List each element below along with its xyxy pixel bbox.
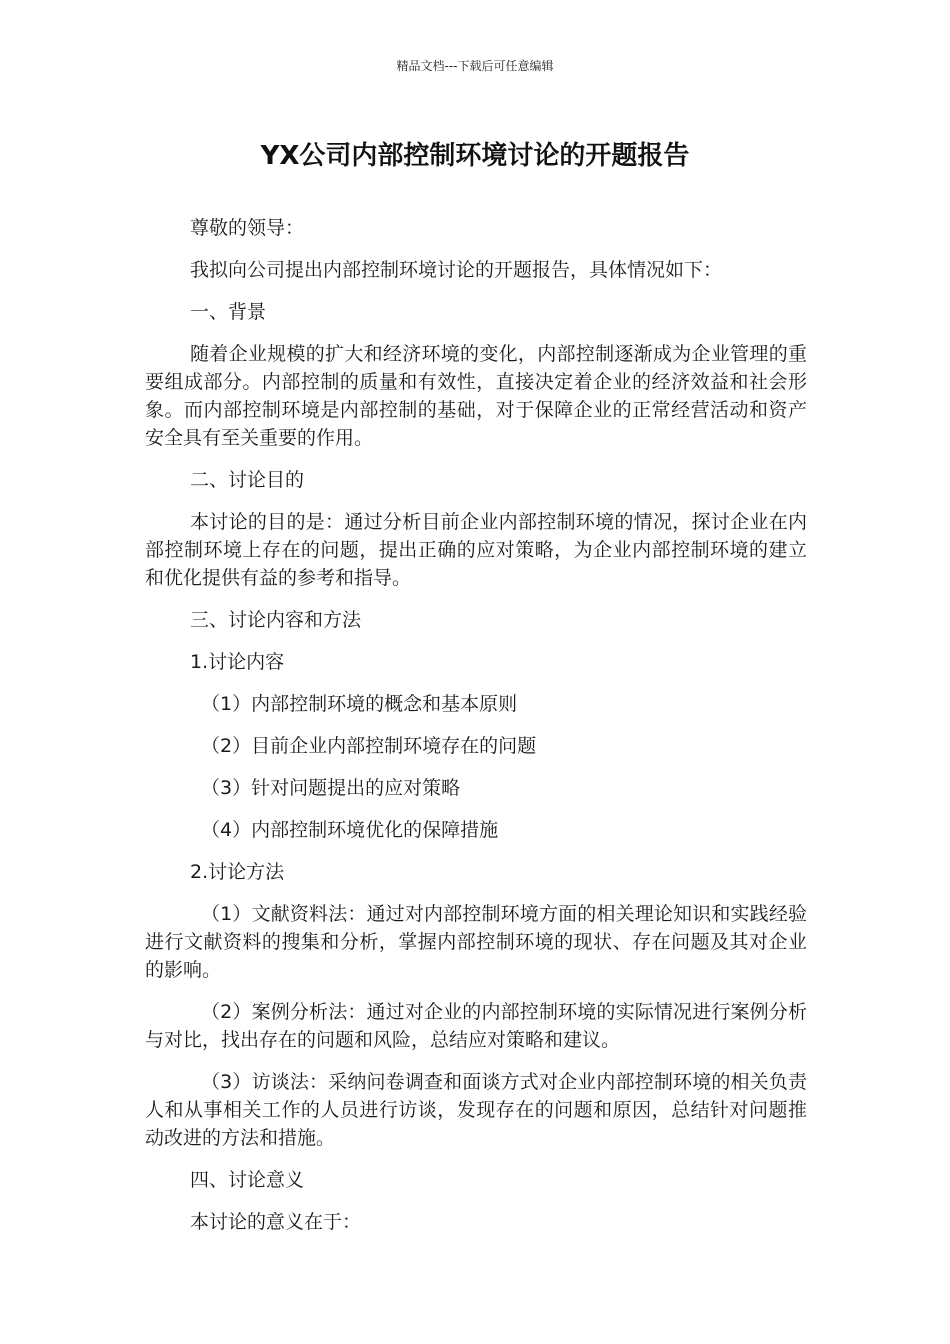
document-title: YX公司内部控制环境讨论的开题报告 (260, 141, 690, 171)
section-heading-significance: 四、讨论意义 (190, 1169, 305, 1191)
document-body (145, 214, 807, 1250)
salutation: 尊敬的领导： (190, 217, 305, 239)
background-paragraph: 随着企业规模的扩大和经济环境的变化，内部控制逐渐成为企业管理的重要组成部分。内部控制的质量和有效性，直接决定着企业的经济效益和社会形象。而内部控制环境是内部控制的基础，对于保障企业的正常经营活动和资产安全具有至关重要的作用。 (145, 343, 807, 449)
running-header: 精品文档---下载后可任意编辑 (396, 59, 554, 73)
section-heading-content-method: 三、讨论内容和方法 (190, 609, 362, 631)
content-list-item: （3）针对问题提出的应对策略 (201, 777, 461, 799)
method-paragraph: （1）文献资料法：通过对内部控制环境方面的相关理论知识和实践经验进行文献资料的搜集和分析，掌握内部控制环境的现状、存在问题及其对企业的影响。 (145, 903, 807, 981)
purpose-paragraph: 本讨论的目的是：通过分析目前企业内部控制环境的情况，探讨企业在内部控制环境上存在的问题，提出正确的应对策略，为企业内部控制环境的建立和优化提供有益的参考和指导。 (145, 511, 807, 589)
content-list-item: （1）内部控制环境的概念和基本原则 (201, 693, 518, 715)
method-paragraph: （3）访谈法：采纳问卷调查和面谈方式对企业内部控制环境的相关负责人和从事相关工作的人员进行访谈，发现存在的问题和原因，总结针对问题推动改进的方法和措施。 (145, 1071, 807, 1149)
section-heading-purpose: 二、讨论目的 (190, 469, 305, 491)
significance-paragraph: 本讨论的意义在于： (190, 1211, 362, 1233)
content-list-item: （2）目前企业内部控制环境存在的问题 (201, 735, 537, 757)
section-heading-background: 一、背景 (190, 301, 267, 323)
content-list-item: （4）内部控制环境优化的保障措施 (201, 819, 499, 841)
subheading-method: 2.讨论方法 (190, 861, 285, 883)
subheading-content: 1.讨论内容 (190, 651, 285, 673)
intro-paragraph: 我拟向公司提出内部控制环境讨论的开题报告，具体情况如下： (190, 259, 723, 281)
method-paragraph: （2）案例分析法：通过对企业的内部控制环境的实际情况进行案例分析与对比，找出存在的问题和风险，总结应对策略和建议。 (145, 1001, 807, 1051)
